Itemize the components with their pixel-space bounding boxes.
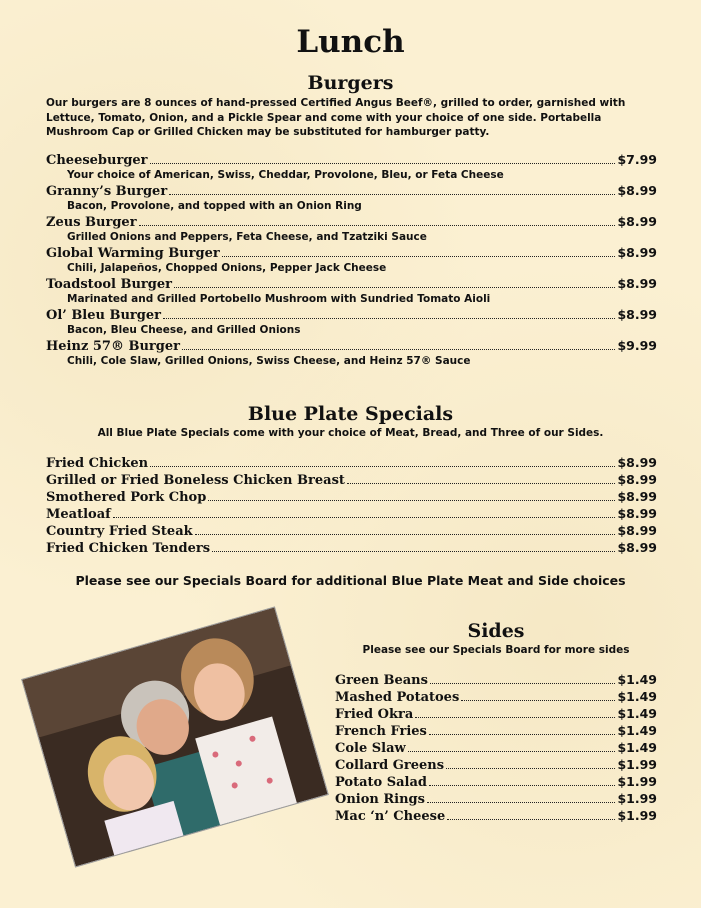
- menu-item: [46, 539, 657, 556]
- item-description: Bacon, Provolone, and topped with an Onion Ring: [67, 200, 362, 212]
- item-price: $8.99: [617, 183, 657, 198]
- item-price: $1.99: [617, 757, 657, 772]
- menu-item: [335, 722, 657, 739]
- item-price: $8.99: [617, 472, 657, 487]
- menu-item: [46, 471, 657, 488]
- menu-item: [46, 276, 657, 292]
- menu-item: [46, 152, 657, 168]
- item-name: Cheeseburger: [46, 153, 148, 168]
- item-name: Global Warming Burger: [46, 246, 220, 261]
- menu-item: [46, 488, 657, 505]
- item-name: Toadstool Burger: [46, 277, 172, 292]
- specials-heading: Blue Plate Specials: [247, 403, 454, 425]
- menu-item: [46, 522, 657, 539]
- page-title: Lunch: [296, 24, 405, 60]
- menu-item: [46, 307, 657, 323]
- item-price: $1.49: [617, 672, 657, 687]
- item-price: $1.49: [617, 723, 657, 738]
- item-description: Chili, Cole Slaw, Grilled Onions, Swiss Cheese, and Heinz 57® Sauce: [67, 355, 471, 367]
- specials-note: All Blue Plate Specials come with your choice of Meat, Bread, and Three of our Sides.: [97, 427, 604, 439]
- item-name: Fried Chicken Tenders: [46, 541, 211, 556]
- item-name: Mashed Potatoes: [335, 690, 460, 705]
- menu-item: [335, 705, 657, 722]
- sides-heading: Sides: [467, 620, 525, 642]
- item-name: Country Fried Steak: [46, 524, 193, 539]
- item-price: $1.49: [617, 706, 657, 721]
- menu-item: [46, 245, 657, 261]
- item-name: Cole Slaw: [335, 741, 406, 756]
- item-price: $8.99: [617, 523, 657, 538]
- menu-item: [46, 505, 657, 522]
- item-description: Bacon, Bleu Cheese, and Grilled Onions: [67, 324, 301, 336]
- item-price: $8.99: [617, 307, 657, 322]
- burgers-heading: Burgers: [307, 72, 394, 94]
- menu-item: [335, 790, 657, 807]
- sides-list: [335, 671, 657, 824]
- item-name: Ol’ Bleu Burger: [46, 308, 161, 323]
- item-name: Heinz 57® Burger: [46, 339, 180, 354]
- menu-item: [335, 739, 657, 756]
- item-name: Fried Okra: [335, 707, 414, 722]
- menu-item: [335, 807, 657, 824]
- item-name: French Fries: [335, 724, 427, 739]
- item-price: $8.99: [617, 245, 657, 260]
- menu-item: [335, 671, 657, 688]
- menu-item: [335, 773, 657, 790]
- item-name: Onion Rings: [335, 792, 425, 807]
- specials-list: [46, 454, 657, 556]
- item-name: Zeus Burger: [46, 215, 137, 230]
- item-price: $1.99: [617, 808, 657, 823]
- item-name: Grilled or Fried Boneless Chicken Breast: [46, 473, 345, 488]
- item-price: $8.99: [617, 214, 657, 229]
- item-description: Your choice of American, Swiss, Cheddar, Provolone, Bleu, or Feta Cheese: [67, 169, 504, 181]
- item-name: Collard Greens: [335, 758, 445, 773]
- item-description: Marinated and Grilled Portobello Mushroom with Sundried Tomato Aioli: [67, 293, 491, 305]
- item-price: $8.99: [617, 540, 657, 555]
- item-name: Mac ‘n’ Cheese: [335, 809, 446, 824]
- item-name: Granny’s Burger: [46, 184, 168, 199]
- item-name: Green Beans: [335, 673, 428, 688]
- burgers-list: [46, 152, 657, 369]
- menu-item: [335, 688, 657, 705]
- item-name: Fried Chicken: [46, 456, 149, 471]
- burgers-intro: Our burgers are 8 ounces of hand-pressed Certified Angus Beef®, grilled to order, garnished with Lettuce, Tomato, Onion, and a Pickle Spear and come with your choice of one side. Portabella Mushroom Cap or Grilled Chicken may be substituted for hamburger patty.: [46, 97, 626, 138]
- family-photo: [22, 608, 327, 867]
- item-name: Smothered Pork Chop: [46, 490, 207, 505]
- item-price: $1.99: [617, 774, 657, 789]
- item-price: $8.99: [617, 506, 657, 521]
- item-price: $8.99: [617, 455, 657, 470]
- item-name: Potato Salad: [335, 775, 427, 790]
- menu-item: [46, 454, 657, 471]
- menu-item: [335, 756, 657, 773]
- menu-item: [46, 338, 657, 354]
- item-price: $7.99: [617, 152, 657, 167]
- item-name: Meatloaf: [46, 507, 111, 522]
- item-price: $8.99: [617, 489, 657, 504]
- item-description: Grilled Onions and Peppers, Feta Cheese, and Tzatziki Sauce: [67, 231, 427, 243]
- item-price: $9.99: [617, 338, 657, 353]
- menu-item: [46, 214, 657, 230]
- item-price: $1.49: [617, 689, 657, 704]
- item-description: Chili, Jalapeños, Chopped Onions, Pepper Jack Cheese: [67, 262, 387, 274]
- item-price: $1.99: [617, 791, 657, 806]
- item-price: $1.49: [617, 740, 657, 755]
- item-price: $8.99: [617, 276, 657, 291]
- specials-board-note: Please see our Specials Board for additional Blue Plate Meat and Side choices: [75, 573, 626, 588]
- menu-item: [46, 183, 657, 199]
- sides-note: Please see our Specials Board for more sides: [362, 644, 630, 656]
